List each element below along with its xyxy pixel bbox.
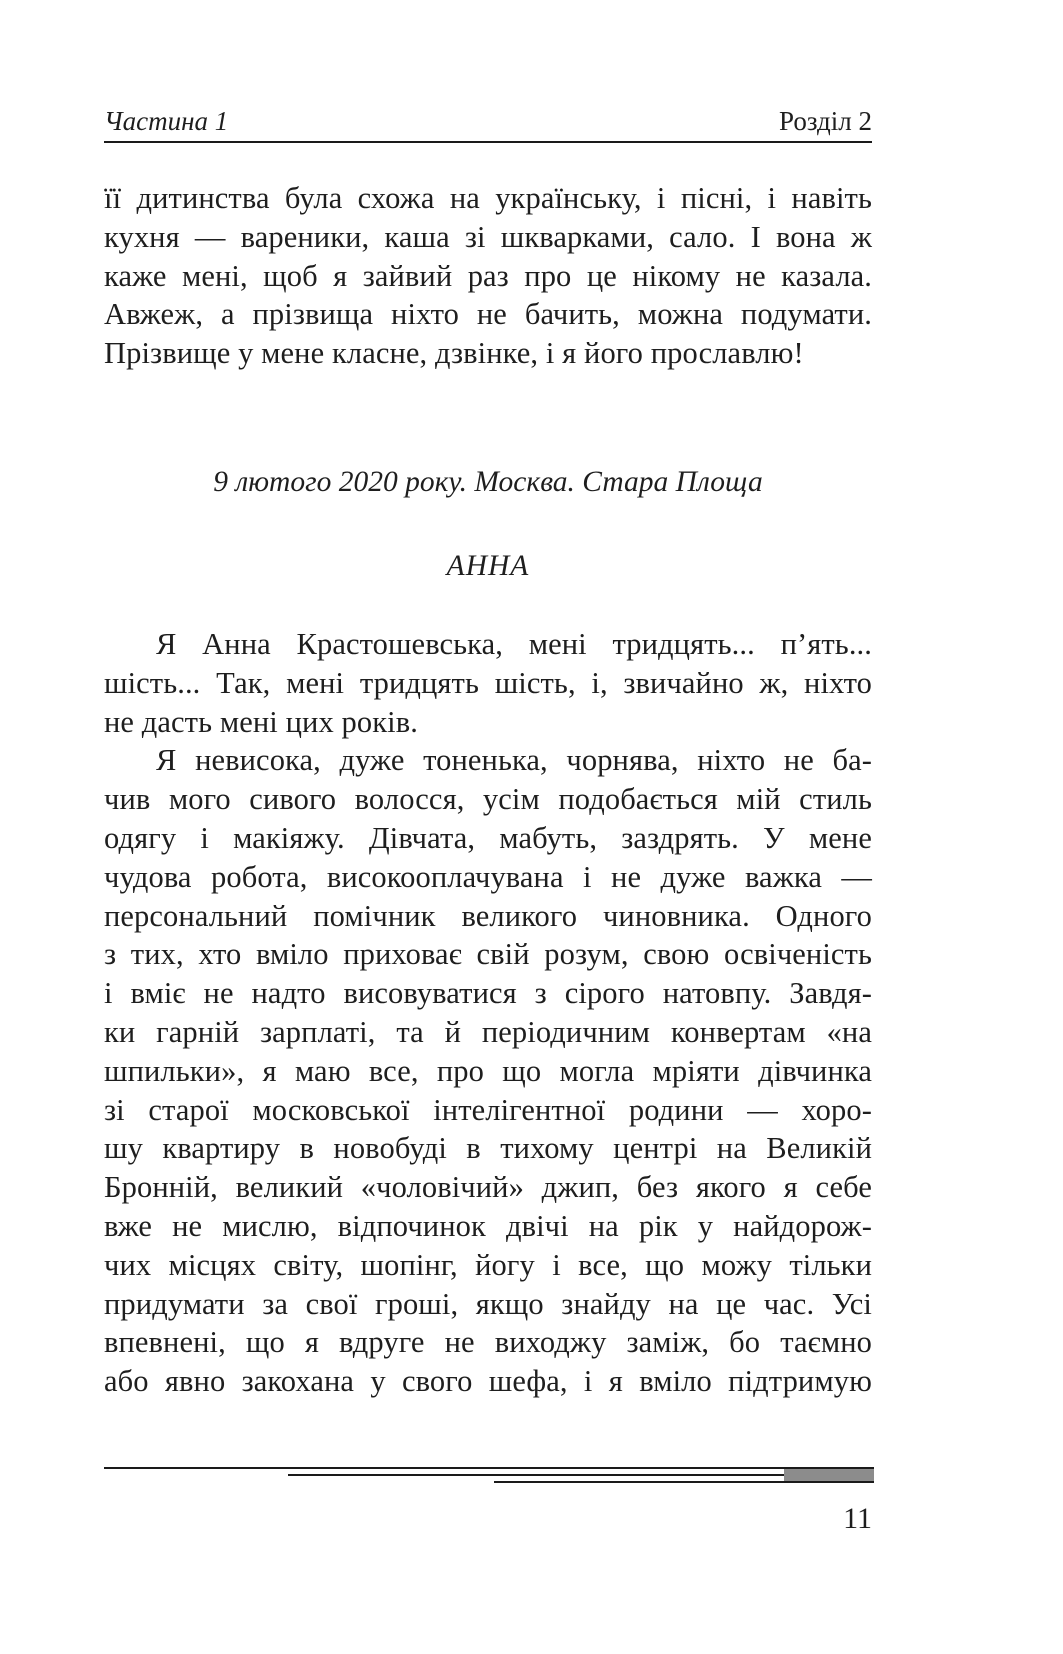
text-line: чив мого сивого волосся, усім подобається мій стиль xyxy=(104,782,872,817)
text-line: чих місцях світу, шопінг, йогу і все, що можу тільки xyxy=(104,1247,872,1282)
text-line: ки гарній зарплаті, та й періодичним конвертам «на xyxy=(104,1014,872,1049)
text-line: не дасть мені цих років. xyxy=(104,704,418,739)
text-line: шпильки», я маю все, про що могла мріяти дівчинка xyxy=(104,1053,872,1088)
text-line: шість... Так, мені тридцять шість, і, звичайно ж, ніхто xyxy=(104,665,872,700)
section-body xyxy=(104,625,872,1401)
text-line: вже не мислю, відпочинок двічі на рік у найдорож- xyxy=(104,1208,872,1243)
text-line: Я невисока, дуже тоненька, чорнява, ніхто не ба- xyxy=(156,743,872,778)
text-line: придумати за свої гроші, якщо знайду на це час. Усі xyxy=(104,1286,872,1321)
text-line: одягу і макіяжу. Дівчата, мабуть, заздрять. У мене xyxy=(104,820,872,855)
running-head-chapter: Розділ 2 xyxy=(779,106,872,136)
text-line: Я Анна Крастошевська, мені тридцять... п’ять... xyxy=(156,627,872,661)
text-line: її дитинства була схожа на українську, і пісні, і навіть xyxy=(104,181,872,215)
section-dateline: 9 лютого 2020 року. Москва. Стара Площа xyxy=(213,466,763,498)
text-line: впевнені, що я вдруге не виходжу заміж, бо таємно xyxy=(104,1325,872,1360)
running-head-part: Частина 1 xyxy=(104,106,229,136)
footer-rule xyxy=(494,1481,874,1483)
section-character-name: АННА xyxy=(446,550,530,582)
text-line: і вміє не надто висовуватися з сірого натовпу. Завдя- xyxy=(104,976,872,1011)
header-rule xyxy=(104,141,872,143)
text-line: зі старої московської інтелігентної родини — хоро- xyxy=(104,1092,872,1127)
text-line: Бронній, великий «чоловічий» джип, без якого я себе xyxy=(104,1170,872,1205)
text-line: каже мені, щоб я зайвий раз про це нікому не казала. xyxy=(104,258,872,293)
text-line: персональний помічник великого чиновника. Одного xyxy=(104,898,872,933)
page-number: 11 xyxy=(843,1502,872,1535)
footer-rule-accent xyxy=(784,1469,874,1481)
running-head xyxy=(104,100,872,140)
text-line: Прізвище у мене класне, дзвінке, і я його прославлю! xyxy=(104,336,804,371)
text-line: чудова робота, високооплачувана і не дуже важка — xyxy=(104,859,872,894)
footer-ornament-rules xyxy=(104,1467,874,1497)
text-line: Авжеж, а прізвища ніхто не бачить, можна подумати. xyxy=(104,297,872,332)
text-line: шу квартиру в новобуді в тихому центрі на Великій xyxy=(104,1131,872,1166)
text-line: з тих, хто вміло приховає свій розум, свою освіченість xyxy=(104,937,872,972)
text-line: або явно закохана у свого шефа, і я вміло підтримую xyxy=(104,1364,872,1399)
text-line: кухня — вареники, каша зі шкварками, сало. І вона ж xyxy=(104,219,872,254)
footer-rule xyxy=(104,1467,874,1469)
paragraph-continuation xyxy=(104,179,872,373)
